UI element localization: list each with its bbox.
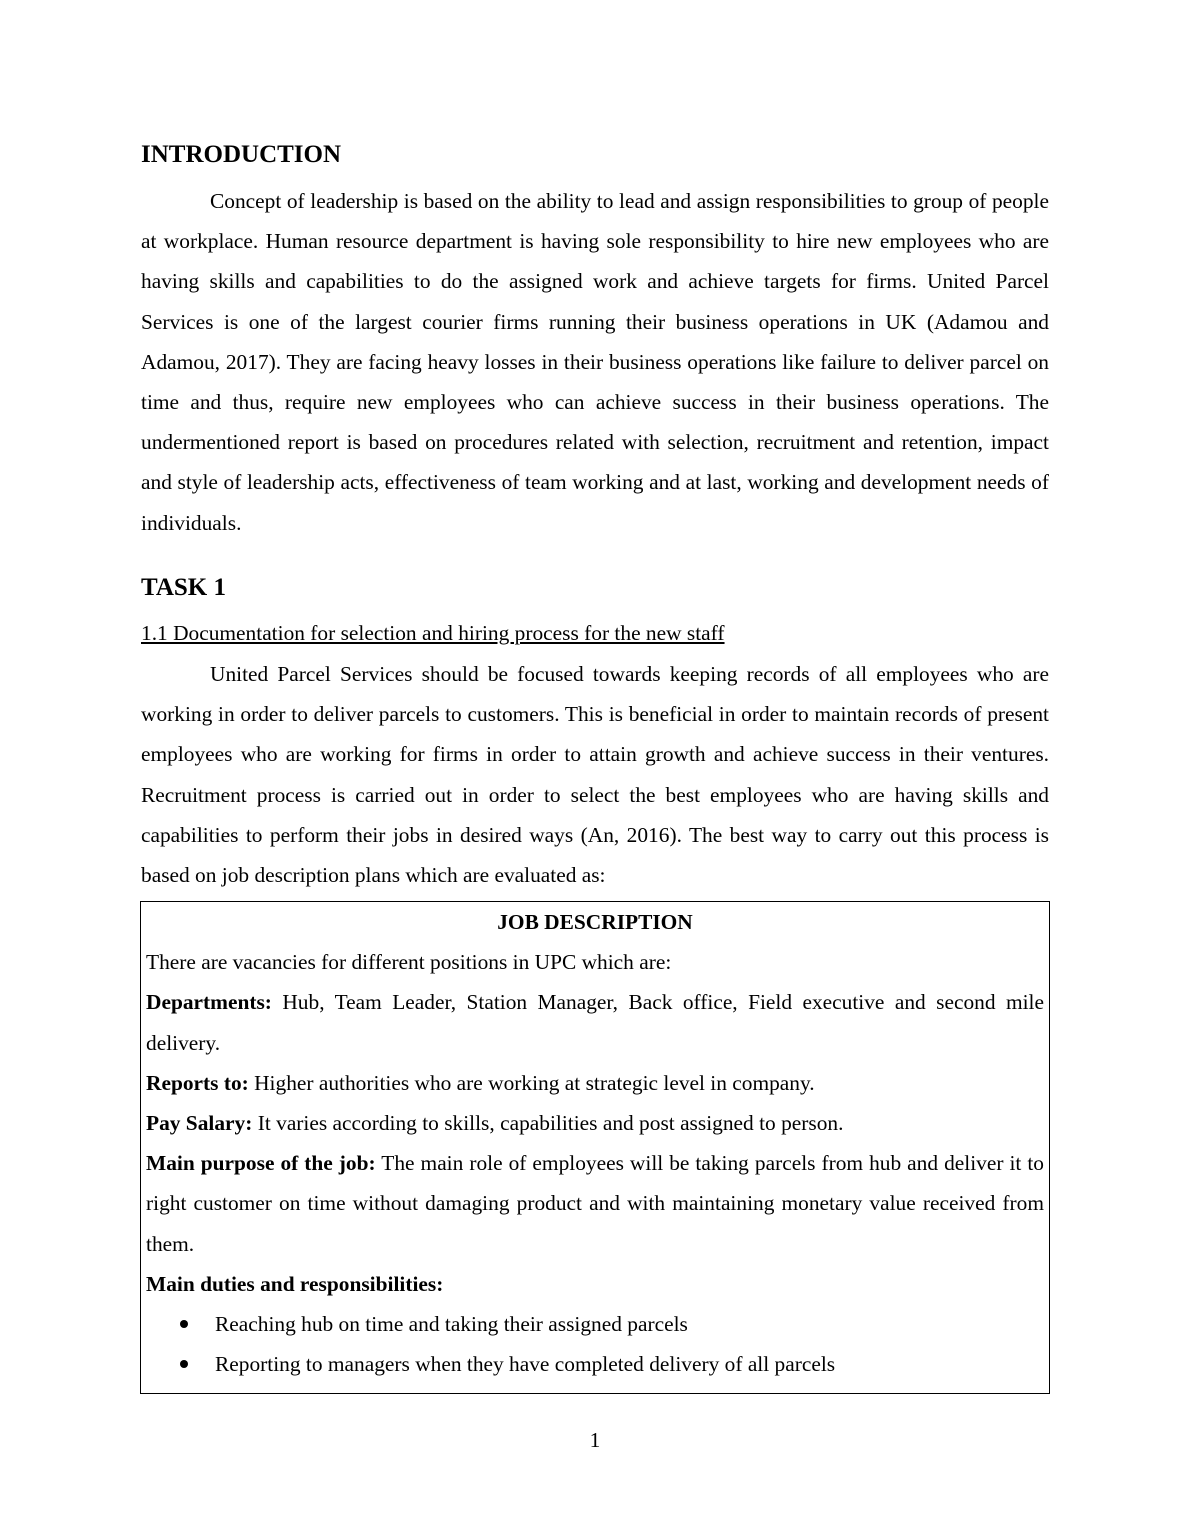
list-item: [146, 1304, 1044, 1344]
list-item: [146, 1344, 1044, 1384]
task1-subheading: 1.1 Documentation for selection and hiring process for the new staff: [141, 621, 725, 645]
departments-value: Hub, Team Leader, Station Manager, Back office, Field executive and second mile delivery.: [146, 990, 1044, 1055]
departments-line: [146, 982, 1044, 1062]
reports-label: Reports to:: [146, 1070, 249, 1095]
salary-value: It varies according to skills, capabilities and post assigned to person.: [252, 1111, 844, 1136]
reports-value: Higher authorities who are working at strategic level in company.: [248, 1070, 815, 1095]
task1-heading: TASK 1: [141, 574, 226, 601]
duties-list: [146, 1304, 1044, 1384]
departments-label: Departments:: [146, 990, 272, 1015]
duty-text: Reaching hub on time and taking their assigned parcels: [215, 1312, 688, 1337]
reports-line: [146, 1063, 1044, 1103]
purpose-line: [146, 1143, 1044, 1264]
job-description-content: [146, 902, 1044, 1384]
purpose-value: The main role of employees will be taking parcels from hub and deliver it to right customer on time without damaging product and with maintaining monetary value received from them.: [146, 1151, 1045, 1256]
duty-text: Reporting to managers when they have completed delivery of all parcels: [215, 1352, 836, 1377]
job-description-title: JOB DESCRIPTION: [497, 910, 693, 934]
bullet-icon: [180, 1320, 188, 1328]
duties-line: [146, 1264, 1044, 1304]
job-description-intro: There are vacancies for different positions in UPC which are:: [146, 950, 672, 975]
purpose-label: Main purpose of the job:: [146, 1151, 376, 1176]
introduction-heading: INTRODUCTION: [141, 141, 342, 168]
salary-line: [146, 1103, 1044, 1143]
job-description-box: [140, 901, 1050, 1394]
salary-label: Pay Salary:: [146, 1111, 253, 1136]
task1-paragraph: United Parcel Services should be focused towards keeping records of all employees who are working in order to deliver parcels to customers. This is beneficial in order to maintain records of present employees who are working for firms in order to attain growth and achieve success in their ventures. Recruitment process is carried out in order to select the best employees who are having skills and capabilities to perform their jobs in desired ways (An, 2016). The best way to carry out this process is based on job description plans which are evaluated as:: [141, 662, 1049, 888]
introduction-paragraph: Concept of leadership is based on the ability to lead and assign responsibilities to group of people at workplace. Human resource department is having sole responsibility to hire new employees who are having skills and capabilities to do the assigned work and achieve targets for firms. United Parcel Services is one of the largest courier firms running their business operations in UK (Adamou and Adamou, 2017). They are facing heavy losses in their business operations like failure to deliver parcel on time and thus, require new employees who can achieve success in their business operations. The undermentioned report is based on procedures related with selection, recruitment and retention, impact and style of leadership acts, effectiveness of team working and at last, working and development needs of individuals.: [141, 189, 1049, 535]
page-number: 1: [589, 1428, 601, 1452]
duties-label: Main duties and responsibilities:: [146, 1271, 444, 1296]
bullet-icon: [180, 1360, 188, 1368]
